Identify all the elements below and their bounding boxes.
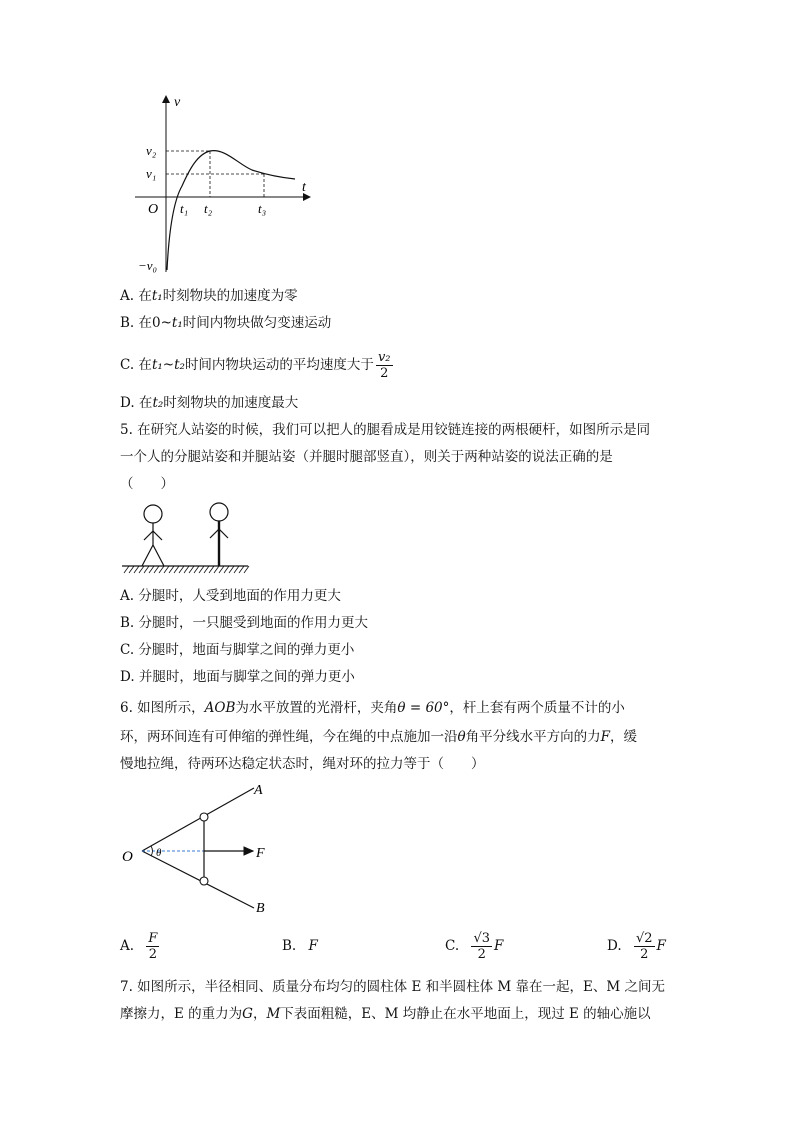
theta-arc xyxy=(151,846,153,856)
origin-label: O xyxy=(148,202,159,217)
neg-v0-label: −v₀ xyxy=(138,258,158,273)
rod-OA xyxy=(142,788,254,851)
label-O: O xyxy=(122,849,133,865)
q6-option-a: A. $\frac{F}{2}$ xyxy=(120,931,158,962)
velocity-time-graph xyxy=(130,90,330,280)
t3-label: t₃ xyxy=(258,201,267,216)
q6-stem-line2: 环，两环间连有可伸缩的弹性绳，今在绳的中点施加一沿θ角平分线水平方向的力F，缓 xyxy=(120,729,638,745)
label-F: F xyxy=(256,846,265,861)
label-A: A xyxy=(254,783,263,798)
q7-stem-line1: 7. 如图所示，半径相同、质量分布均匀的圆柱体 E 和半圆柱体 M 靠在一起，E、M 之间无 xyxy=(120,979,665,995)
q5-stem-line3: （ ） xyxy=(120,476,174,492)
q6-option-c: C. $\frac{√3}{2}$ F xyxy=(445,931,504,962)
q5-option-c: C. 分腿时，地面与脚掌之间的弹力更小 xyxy=(120,642,355,658)
standing-posture-figure xyxy=(120,500,270,578)
ground-hatching xyxy=(124,566,249,573)
rod-ring-figure xyxy=(118,778,288,918)
axis-t-label: t xyxy=(302,180,306,195)
ring-lower xyxy=(200,877,208,885)
ring-upper xyxy=(200,813,208,821)
q4-option-d: D. 在t₂时刻物块的加速度最大 xyxy=(120,395,299,411)
q4-option-c: C. 在t₁~t₂时间内物块运动的平均速度大于 $\frac{\text{v₂}}{2}$ xyxy=(120,350,391,381)
q4-option-b: B. 在0~t₁时间内物块做匀变速运动 xyxy=(120,315,332,331)
t2-label: t₂ xyxy=(204,201,213,216)
q6-stem-line3: 慢地拉绳，待两环达稳定状态时，绳对环的拉力等于（ ） xyxy=(120,756,485,772)
person-legs-together xyxy=(210,503,228,566)
axis-v-label: v xyxy=(174,95,181,110)
fraction-v2-over-2: $\frac{\text{v₂}}{2}$ xyxy=(377,350,391,381)
person-split-legs xyxy=(142,505,164,566)
q6-stem-line1: 6. 如图所示，AOB为水平放置的光滑杆，夹角θ = 60°，杆上套有两个质量不计的小 xyxy=(120,700,625,716)
q6-option-d: D. $\frac{√2}{2}$ F xyxy=(607,931,666,962)
q5-stem-line1: 5. 在研究人站姿的时候，我们可以把人的腿看成是用铰链连接的两根硬杆，如图所示是同 xyxy=(120,422,651,438)
label-theta: θ xyxy=(156,847,162,859)
t1-label: t₁ xyxy=(180,201,189,216)
rod-OB xyxy=(142,851,254,908)
q5-stem-line2: 一个人的分腿站姿和并腿站姿（并腿时腿部竖直），则关于两种站姿的说法正确的是 xyxy=(120,449,613,465)
q5-option-a: A. 分腿时，人受到地面的作用力更大 xyxy=(120,588,341,604)
label-B: B xyxy=(256,901,265,916)
q4-option-a: A. 在t₁时刻物块的加速度为零 xyxy=(120,288,298,304)
v2-label: v₂ xyxy=(146,143,157,158)
q5-option-b: B. 分腿时，一只腿受到地面的作用力更大 xyxy=(120,615,369,631)
q7-stem-line2: 摩擦力，E 的重力为G，M下表面粗糙，E、M 均静止在水平地面上，现过 E 的轴心施以 xyxy=(120,1006,651,1022)
v1-label: v₁ xyxy=(146,166,157,181)
q5-option-d: D. 并腿时，地面与脚掌之间的弹力更小 xyxy=(120,669,355,685)
q6-option-b: B. F xyxy=(282,938,318,954)
